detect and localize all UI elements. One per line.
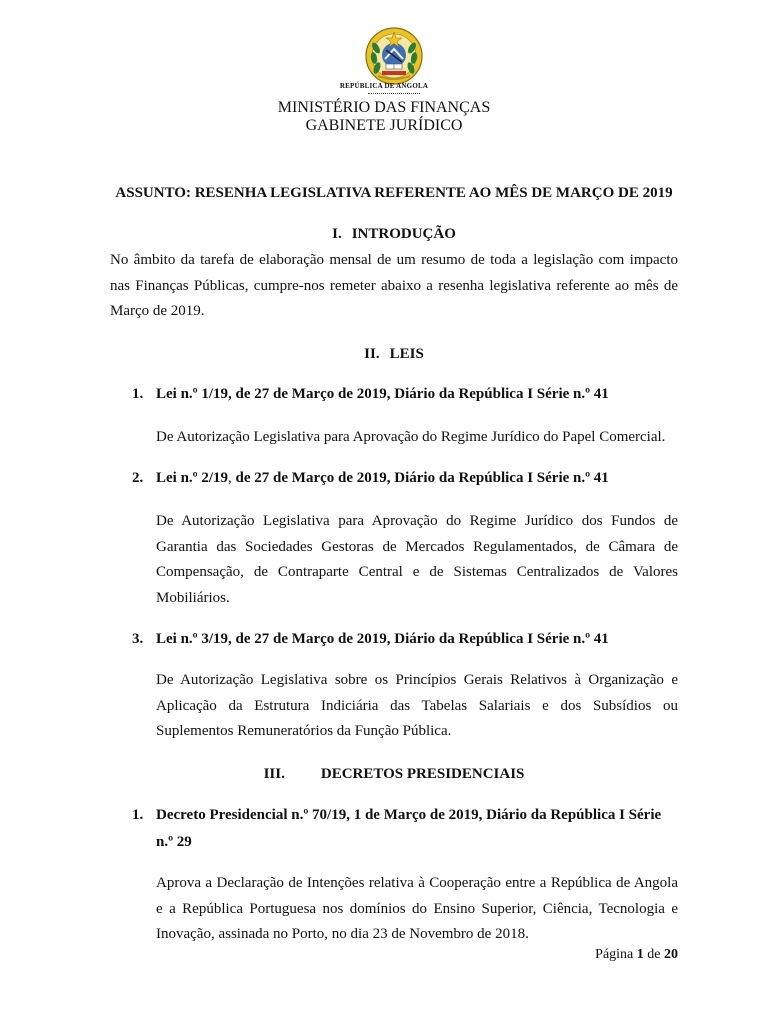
law-item-title [132,626,678,653]
section-title: INTRODUÇÃO [351,226,456,242]
decree-item-title [132,802,678,856]
law-separator: , [228,631,232,647]
law-item-title [132,381,678,408]
emblem-divider [368,93,420,94]
law-publication: de 27 de Março de 2019, Diário da República I Série n.º 41 [231,631,609,647]
law-item-title [132,465,678,492]
law-reference: Lei n.º 2/19 [156,470,229,486]
angola-coat-of-arms-icon [364,26,424,86]
page-number [595,946,678,964]
decree-item-description: Aprova a Declaração de Intenções relativa à Cooperação entre a República de Angola e a República Portuguesa nos domínios do Ensino Superior, Ciência, Tecnologia e Inovação, assinada no Porto, no dia 23 de Novembro de 2018. [156,875,678,942]
emblem-caption: REPÚBLICA DE ANGOLA [339,82,429,90]
law-item-description: De Autorização Legislativa para Aprovação do Regime Jurídico do Papel Comercial. [156,429,666,445]
document-subject: ASSUNTO: RESENHA LEGISLATIVA REFERENTE AO MÊS DE MARÇO DE 2019 [115,185,673,201]
item-number: 2. [132,470,144,486]
section-number: III. [263,766,285,782]
law-reference: Lei n.º 1/19 [156,386,229,402]
section-title: LEIS [389,346,424,362]
page-of: de [647,947,661,962]
section-heading-presidential-decrees [0,764,768,784]
page-total: 20 [664,947,678,962]
section-heading-introduction [0,224,768,244]
item-number: 1. [132,386,144,402]
law-item-description: De Autorização Legislativa para Aprovação do Regime Jurídico dos Fundos de Garantia das Sociedades Gestoras de Mercados Regulamentados, de Câmara de Compensação, de Contraparte Central e de Sistemas Centralizados de Valores Mobiliários. [156,513,678,606]
item-number: 1. [132,807,144,823]
law-separator: , [228,470,232,486]
law-publication: de 27 de Março de 2019, Diário da República I Série n.º 41 [231,470,609,486]
law-item-description: De Autorização Legislativa sobre os Princípios Gerais Relativos à Organização e Aplicação da Estrutura Indiciária das Tabelas Salariais e dos Subsídios ou Suplementos Remuneratórios da Função Pública. [156,672,678,739]
law-reference: Lei n.º 3/19 [156,631,229,647]
decree-reference: Decreto Presidencial n.º 70/19, 1 de Março de 2019, Diário da República I Série n.º 29 [156,807,662,850]
ministry-title: MINISTÉRIO DAS FINANÇAS [277,99,491,116]
section-number: I. [332,226,342,242]
office-title: GABINETE JURÍDICO [305,117,463,134]
section-number: II. [364,346,380,362]
section-heading-laws [0,344,768,364]
law-publication: de 27 de Março de 2019, Diário da República I Série n.º 41 [231,386,609,402]
introduction-paragraph: No âmbito da tarefa de elaboração mensal de um resumo de toda a legislação com impacto nas Finanças Públicas, cumpre-nos remeter abaixo a resenha legislativa referente ao mês de Março de 2019. [110,252,678,319]
section-title: DECRETOS PRESIDENCIAIS [320,766,525,782]
item-number: 3. [132,631,144,647]
page-current: 1 [636,947,644,962]
law-separator: , [228,386,232,402]
page-label: Página [595,947,634,962]
